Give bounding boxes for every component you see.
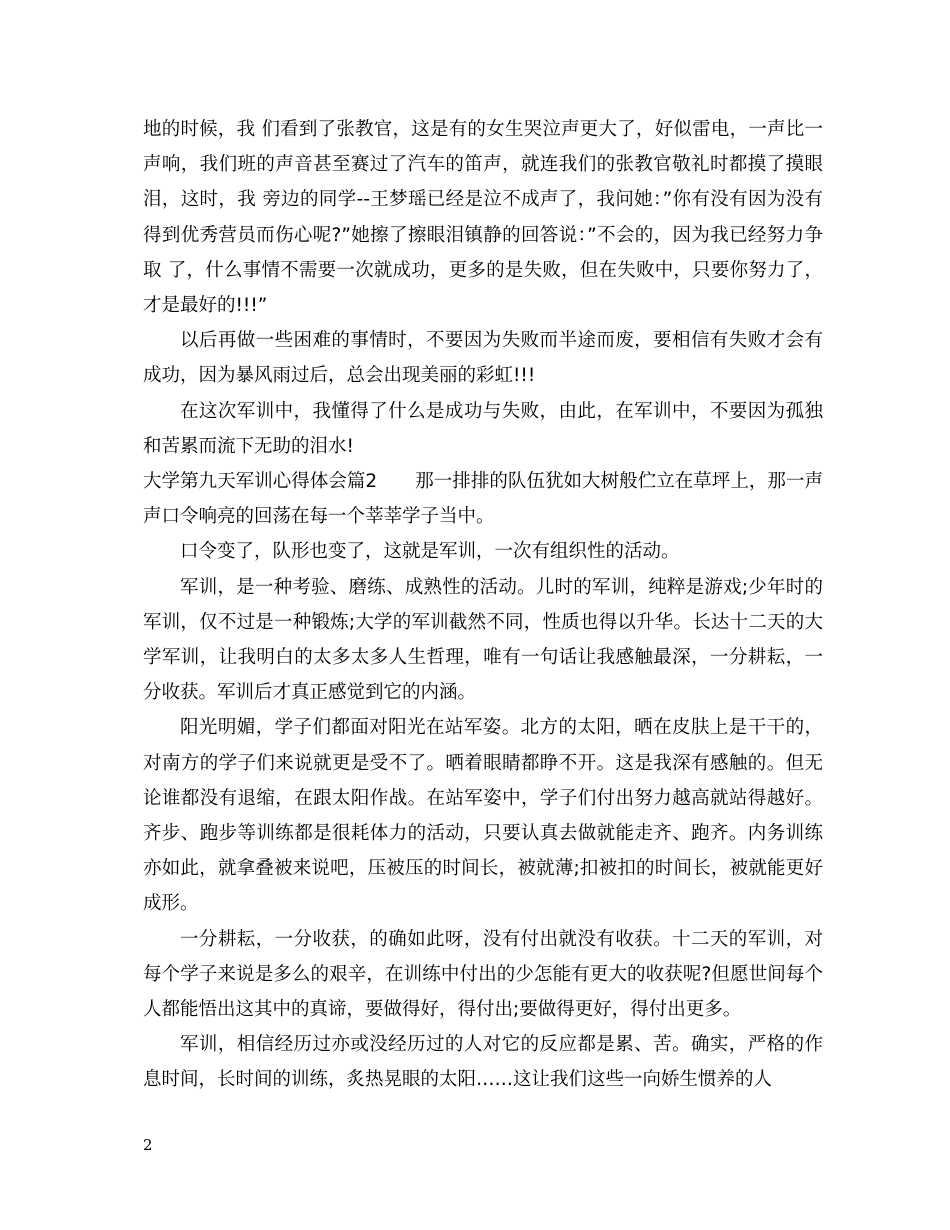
section-lead-text: 那一排排的队伍犹如大树般伫立在草坪上，那一声声口令响亮的回荡在每一个莘莘学子当中。 [143,471,823,528]
paragraph: 军训，是一种考验、磨练、成熟性的活动。儿时的军训，纯粹是游戏;少年时的军训，仅不过是一种锻炼;大学的军训截然不同，性质也得以升华。长达十二天的大学军训，让我明白的太多太多人生哲理，唯有一句话让我感触最深，一分耕耘，一分收获。军训后才真正感觉到它的内涵。 [143,576,823,704]
paragraph: 在这次军训中，我懂得了什么是成功与失败，由此，在军训中，不要因为孤独和苦累而流下无助的泪水! [143,400,823,457]
section-heading: 大学第九天军训心得体会篇2 [143,471,378,493]
paragraph: 阳光明媚，学子们都面对阳光在站军姿。北方的太阳，晒在皮肤上是干干的，对南方的学子们来说就更是受不了。晒着眼睛都睁不开。这是我深有感触的。但无论谁都没有退缩，在跟太阳作战。在站军姿中，学子们付出努力越高就站得越好。齐步、跑步等训练都是很耗体力的活动，只要认真去做就能走齐、跑齐。内务训练亦如此，就拿叠被来说吧，压被压的时间长，被就薄;扣被扣的时间长，被就能更好成形。 [143,717,823,915]
document-body [143,112,823,1098]
paragraph: 地的时候，我 们看到了张教官，这是有的女生哭泣声更大了，好似雷电，一声比一声响，我们班的声音甚至赛过了汽车的笛声，就连我们的张教官敬礼时都摸了摸眼泪，这时，我 旁边的同学--王梦瑶已经是泣不成声了，我问她：”你有没有因为没有得到优秀营员而伤心呢?”她擦了擦眼泪镇静的回答说：”不会的，因为我已经努力争取 了，什么事情不需要一次就成功，更多的是失败，但在失败中，只要你努力了，才是最好的!!!” [143,119,823,317]
page-number: 2 [143,1136,153,1154]
paragraph: 一分耕耘，一分收获，的确如此呀，没有付出就没有收获。十二天的军训，对每个学子来说是多么的艰辛，在训练中付出的少怎能有更大的收获呢?但愿世间每个人都能悟出这其中的真谛，要做得好，得付出;要做得更好，得付出更多。 [143,928,823,1021]
section-paragraph [143,464,823,534]
paragraph: 口令变了，队形也变了，这就是军训，一次有组织性的活动。 [180,541,680,563]
paragraph: 以后再做一些困难的事情时，不要因为失败而半途而废，要相信有失败才会有成功，因为暴风雨过后，总会出现美丽的彩虹!!! [143,330,823,387]
paragraph: 军训，相信经历过亦或没经历过的人对它的反应都是累、苦。确实，严格的作息时间，长时间的训练，炙热晃眼的太阳……这让我们这些一向娇生惯养的人 [143,1034,823,1091]
